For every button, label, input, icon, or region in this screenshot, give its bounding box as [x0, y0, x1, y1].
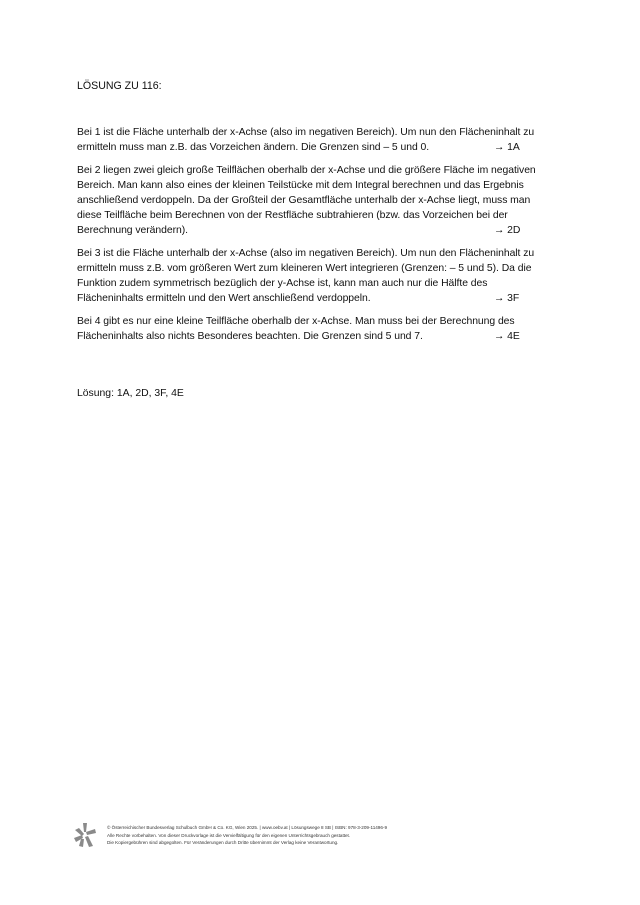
solution-paragraph-4 — [77, 314, 567, 344]
paragraph-line: diese Teilfläche beim Berechnen von der Restfläche subtrahieren (bzw. das Vorzeichen bei der — [77, 210, 508, 221]
paragraph-line: Bei 1 ist die Fläche unterhalb der x-Achse (also im negativen Bereich). Um nun den Flächeninhalt zu — [77, 127, 535, 138]
answer-label: → 2D — [494, 225, 521, 236]
paragraph-line: ermitteln muss man z.B. das Vorzeichen ändern. Die Grenzen sind – 5 und 0. — [77, 142, 430, 153]
page-heading: LÖSUNG ZU 116: — [77, 80, 162, 92]
footer-line: Alle Rechte vorbehalten. Von dieser Druckvorlage ist die Vervielfältigung für den eigenen Unterrichtsgebrauch gestattet. — [107, 832, 351, 838]
paragraph-line: Bereich. Man kann also eines der kleinen Teilstücke mit dem Integral berechnen und das Ergebnis — [77, 180, 524, 191]
solution-paragraph-2 — [77, 163, 567, 238]
paragraph-line: ermitteln muss z.B. vom größeren Wert zum kleineren Wert integrieren (Grenzen: – 5 und 5). Da die — [77, 263, 532, 274]
publisher-logo-icon — [73, 822, 97, 848]
answer-label: → 4E — [494, 331, 520, 342]
paragraph-line: Berechnung verändern). — [77, 225, 188, 236]
footer-line: © Österreichischer Bundesverlag Schulbuch GmbH & Co. KG, Wien 2025. | www.oebv.at | Lösungswege 8 SB | ISBN: 978-3-209-11496-9 — [107, 825, 388, 830]
paragraph-line: Flächeninhalts ermitteln und den Wert anschließend verdoppeln. — [77, 293, 371, 304]
paragraph-line: Bei 2 liegen zwei gleich große Teilflächen oberhalb der x-Achse und die größere Fläche im negativen — [77, 165, 536, 176]
footer-line: Die Kopiergebühren sind abgegolten. Für Veränderungen durch Dritte übernimmt der Verlag keine Verantwortung. — [107, 840, 339, 845]
solution-summary: Lösung: 1A, 2D, 3F, 4E — [77, 388, 184, 399]
solution-paragraph-3 — [77, 246, 567, 306]
paragraph-line: Flächeninhalts also nichts Besonderes beachten. Die Grenzen sind 5 und 7. — [77, 331, 423, 342]
solution-paragraph-1 — [77, 125, 567, 155]
paragraph-line: Bei 3 ist die Fläche unterhalb der x-Achse (also im negativen Bereich). Um nun den Flächeninhalt zu — [77, 248, 535, 259]
copyright-notice — [107, 824, 387, 847]
page-footer — [73, 822, 573, 852]
paragraph-line: Funktion zudem symmetrisch bezüglich der y-Achse ist, kann man auch nur die Hälfte des — [77, 278, 488, 289]
answer-label: → 3F — [494, 293, 520, 304]
paragraph-line: anschließend verdoppeln. Da der Großteil der Gesamtfläche unterhalb der x-Achse liegt, muss man — [77, 195, 531, 206]
answer-label: → 1A — [494, 142, 520, 153]
solution-content — [77, 125, 567, 352]
paragraph-line: Bei 4 gibt es nur eine kleine Teilfläche oberhalb der x-Achse. Man muss bei der Berechnung des — [77, 316, 515, 327]
